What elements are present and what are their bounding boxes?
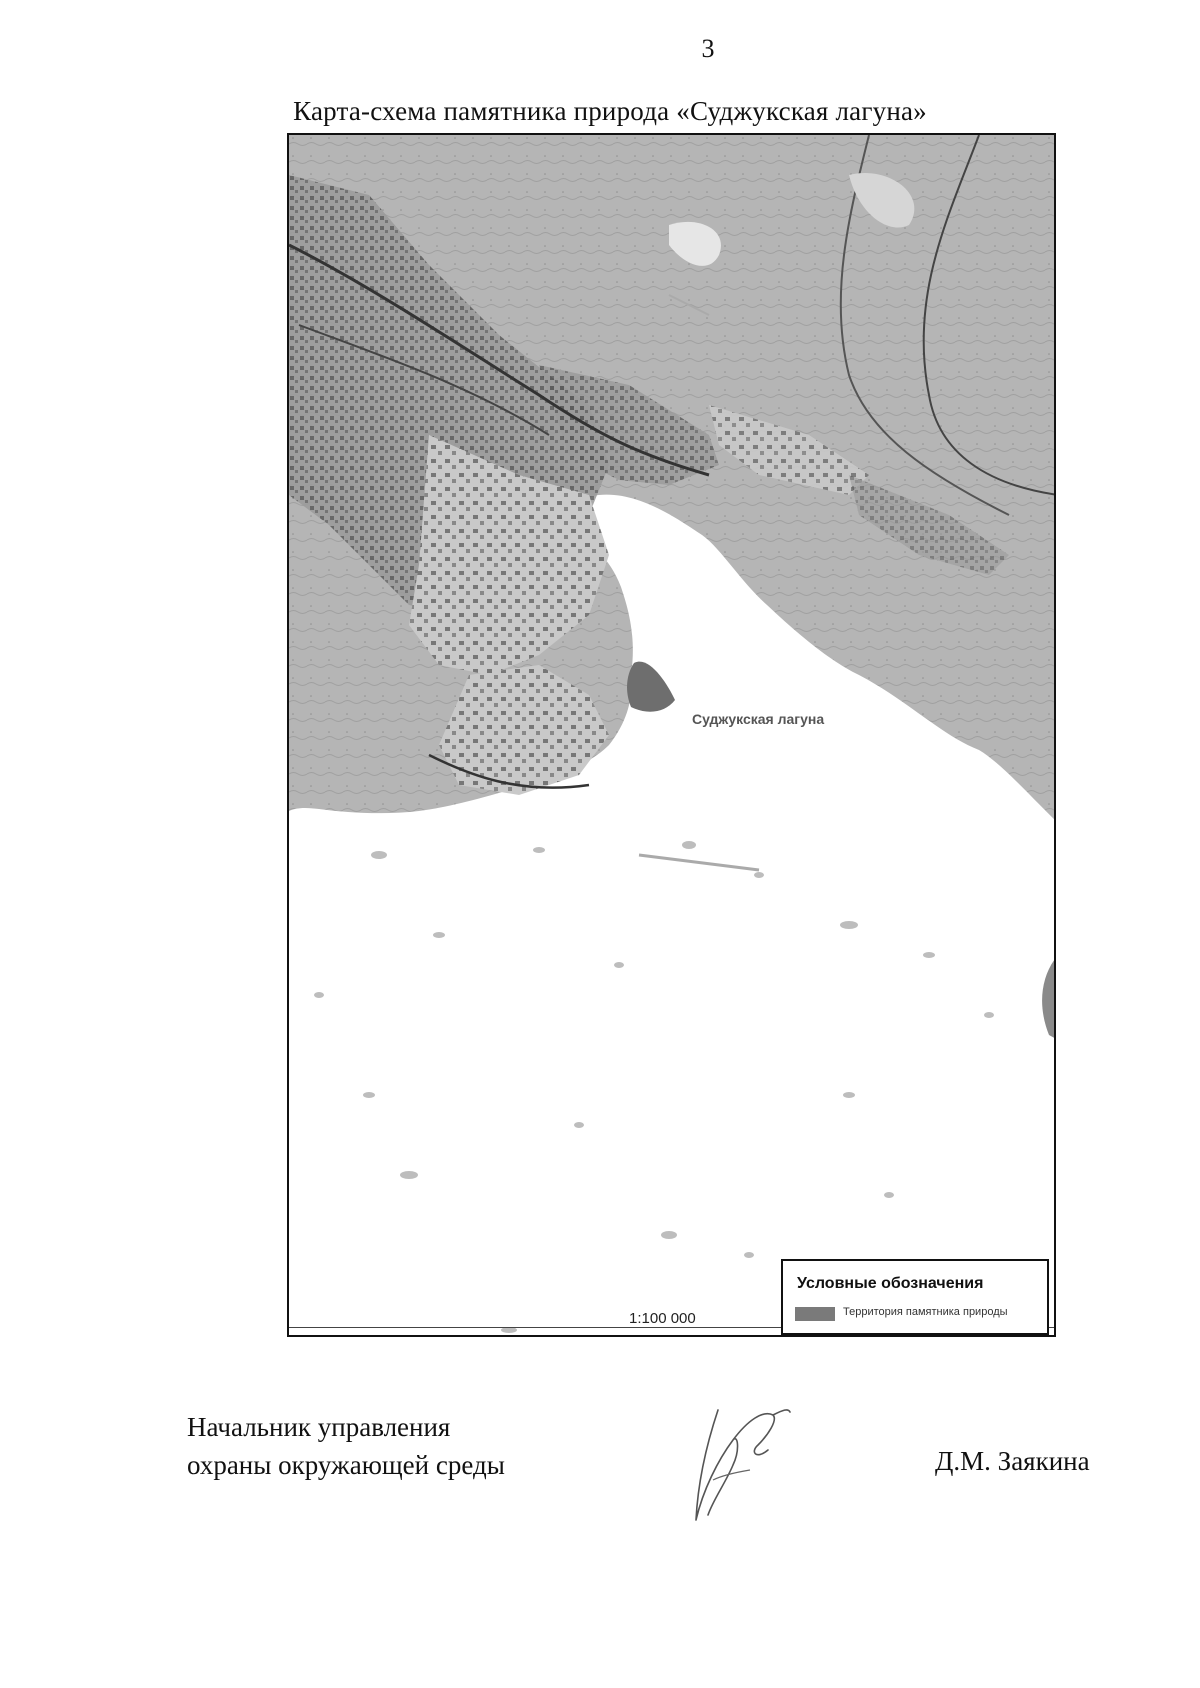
signer-position xyxy=(187,1408,505,1484)
map-legend xyxy=(781,1259,1049,1335)
signer-name: Д.М. Заякина xyxy=(935,1446,1090,1476)
legend-swatch xyxy=(795,1307,835,1321)
map-frame xyxy=(287,133,1056,1337)
lagoon-label: Суджукская лагуна xyxy=(692,711,825,727)
legend-title: Условные обозначения xyxy=(797,1275,984,1292)
signer-position-line1: Начальник управления xyxy=(187,1412,451,1442)
scale-label: 1:100 000 xyxy=(629,1310,696,1327)
signer-position-line2: охраны окружающей среды xyxy=(187,1450,505,1480)
map-caption: Карта-схема памятника природа «Суджукская лагуна» xyxy=(293,96,927,126)
legend-item-label: Территория памятника природы xyxy=(843,1306,1008,1318)
map-image xyxy=(289,135,1056,1337)
page-number: 3 xyxy=(701,34,715,63)
handwritten-signature xyxy=(678,1390,798,1530)
